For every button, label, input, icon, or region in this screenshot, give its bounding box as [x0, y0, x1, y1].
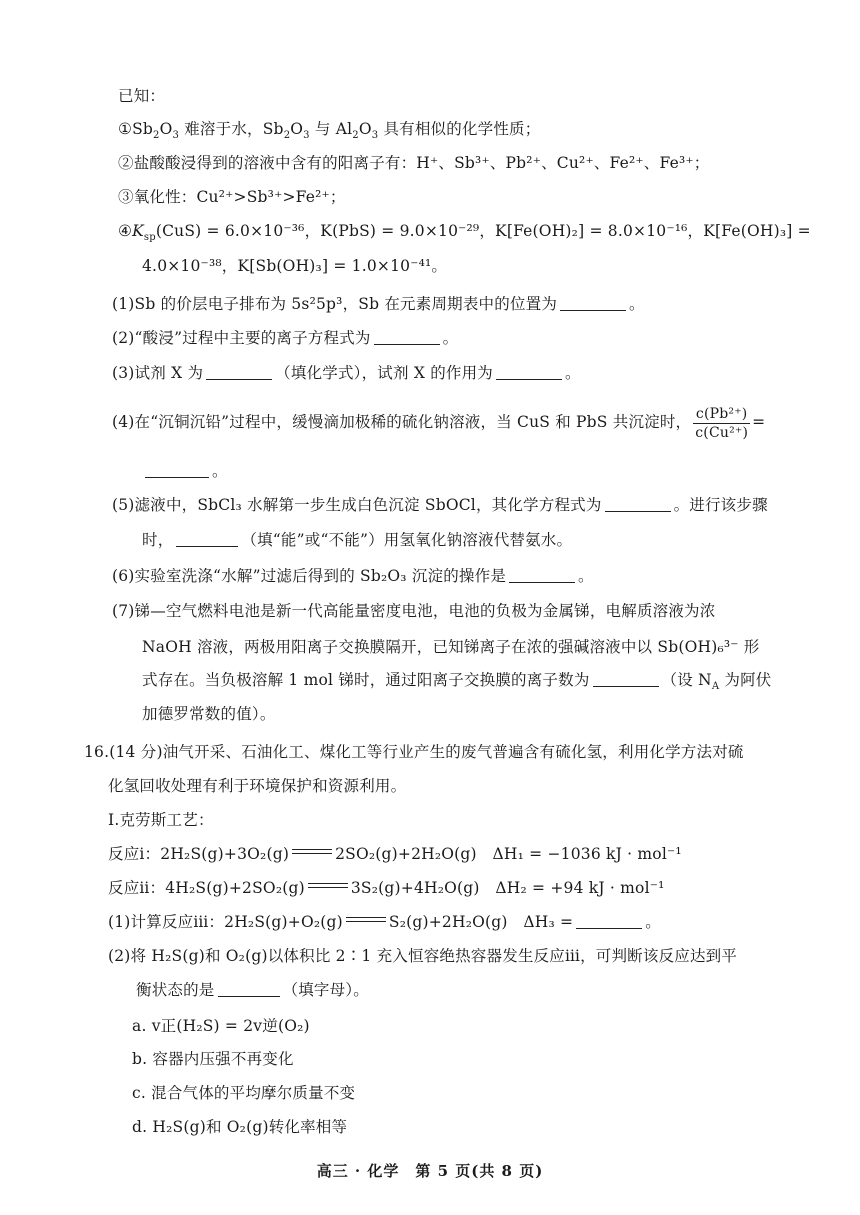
known-item-4-cont: 4.0×10⁻³⁸，K[Sb(OH)₃] = 1.0×10⁻⁴¹。	[142, 257, 448, 275]
q15-part2: (2)“酸浸”过程中主要的离子方程式为 。	[112, 329, 459, 347]
known-item-2: ②盐酸酸浸得到的溶液中含有的阳离子有：H⁺、Sb³⁺、Pb²⁺、Cu²⁺、Fe²⁺、Fe³⁺；	[118, 154, 710, 172]
known-title: 已知：	[118, 87, 166, 105]
q16-header-l2: 化氢回收处理有利于环境保护和资源利用。	[108, 777, 407, 795]
page-footer: 高三 · 化学 第 5 页(共 8 页)	[316, 1162, 544, 1180]
option-a: a. v正(H₂S) = 2v逆(O₂)	[132, 1017, 310, 1035]
q15-part7-l4: 加德罗常数的值）。	[142, 705, 276, 723]
q16-part2-l1: (2)将 H₂S(g)和 O₂(g)以体积比 2∶1 充入恒容绝热容器发生反应ⅲ，可判断该反应达到平	[108, 947, 738, 965]
q15-part1: (1)Sb 的价层电子排布为 5s²5p³，Sb 在元素周期表中的位置为 。	[112, 295, 645, 313]
q15-part7-l1: (7)锑—空气燃料电池是新一代高能量密度电池，电池的负极为金属锑，电解质溶液为浓	[112, 602, 716, 620]
q16-section-1: Ⅰ.克劳斯工艺：	[108, 811, 214, 829]
q15-part4: (4)在“沉铜沉铅”过程中，缓慢滴加极稀的硫化钠溶液，当 CuS 和 PbS 共沉淀时， $\frac{\text{c(Pb²⁺)}}{\text{c(Cu²⁺)}}$ =	[112, 405, 766, 441]
q15-part7-l3: 式存在。当负极溶解 1 mol 锑时，通过阳离子交换膜的离子数为 （设 $N_A$ 为阿伏	[142, 671, 772, 693]
concentration-ratio: $\frac{\text{c(Pb²⁺)}}{\text{c(Cu²⁺)}}$	[695, 405, 749, 441]
known-item-3: ③氧化性：Cu²⁺>Sb³⁺>Fe²⁺；	[118, 188, 346, 206]
reaction-i: 反应ⅰ：2H₂S(g)+3O₂(g) 2SO₂(g)+2H₂O(g) ΔH₁ = −1036 kJ · mol⁻¹	[108, 845, 682, 863]
q16-part2-l2: 衡状态的是 （填字母）。	[136, 981, 369, 999]
q15-part7-l2: NaOH 溶液，两极用阳离子交换膜隔开，已知锑离子在浓的强碱溶液中以 Sb(OH)₆³⁻ 形	[142, 638, 760, 656]
q16-header-l1: 16.(14 分)油气开采、石油化工、煤化工等行业产生的废气普遍含有硫化氢，利用化学方法对硫	[84, 743, 744, 761]
q15-part6: (6)实验室洗涤“水解”过滤后得到的 Sb₂O₃ 沉淀的操作是 。	[112, 567, 594, 585]
known-item-4: $④K_{sp}(CuS) = 6.0\times 10^{-36}$，K(PbS) = 9.0×10⁻²⁹，K[Fe(OH)₂] = 8.0×10⁻¹⁶，K[Fe(OH)₃] =	[118, 222, 811, 244]
q15-part4-answer: 。	[142, 460, 228, 482]
equilibrium-arrow-icon	[306, 881, 350, 891]
known-item-1: $①Sb_2O_3$ 难溶于水，$Sb_2O_3$ 与 $Al_2O_3$ 具有相似的化学性质；	[118, 120, 541, 142]
q15-part5-cont: 时， （填“能”或“不能”）用氢氧化钠溶液代替氨水。	[142, 531, 573, 549]
option-b: b. 容器内压强不再变化	[132, 1050, 294, 1068]
equilibrium-arrow-icon	[290, 847, 334, 857]
reaction-ii: 反应ⅱ：4H₂S(g)+2SO₂(g) 3S₂(g)+4H₂O(g) ΔH₂ = +94 kJ · mol⁻¹	[108, 879, 665, 897]
q16-part1: (1)计算反应ⅲ：2H₂S(g)+O₂(g) S₂(g)+2H₂O(g) ΔH₃ = 。	[108, 913, 661, 931]
equilibrium-arrow-icon	[344, 915, 388, 925]
q15-part3: (3)试剂 X 为 （填化学式），试剂 X 的作用为 。	[112, 364, 581, 382]
option-c: c. 混合气体的平均摩尔质量不变	[132, 1084, 356, 1102]
q15-part5: (5)滤液中，SbCl₃ 水解第一步生成白色沉淀 SbOCl，其化学方程式为 。进行该步骤	[112, 496, 768, 514]
option-d: d. H₂S(g)和 O₂(g)转化率相等	[132, 1118, 348, 1136]
